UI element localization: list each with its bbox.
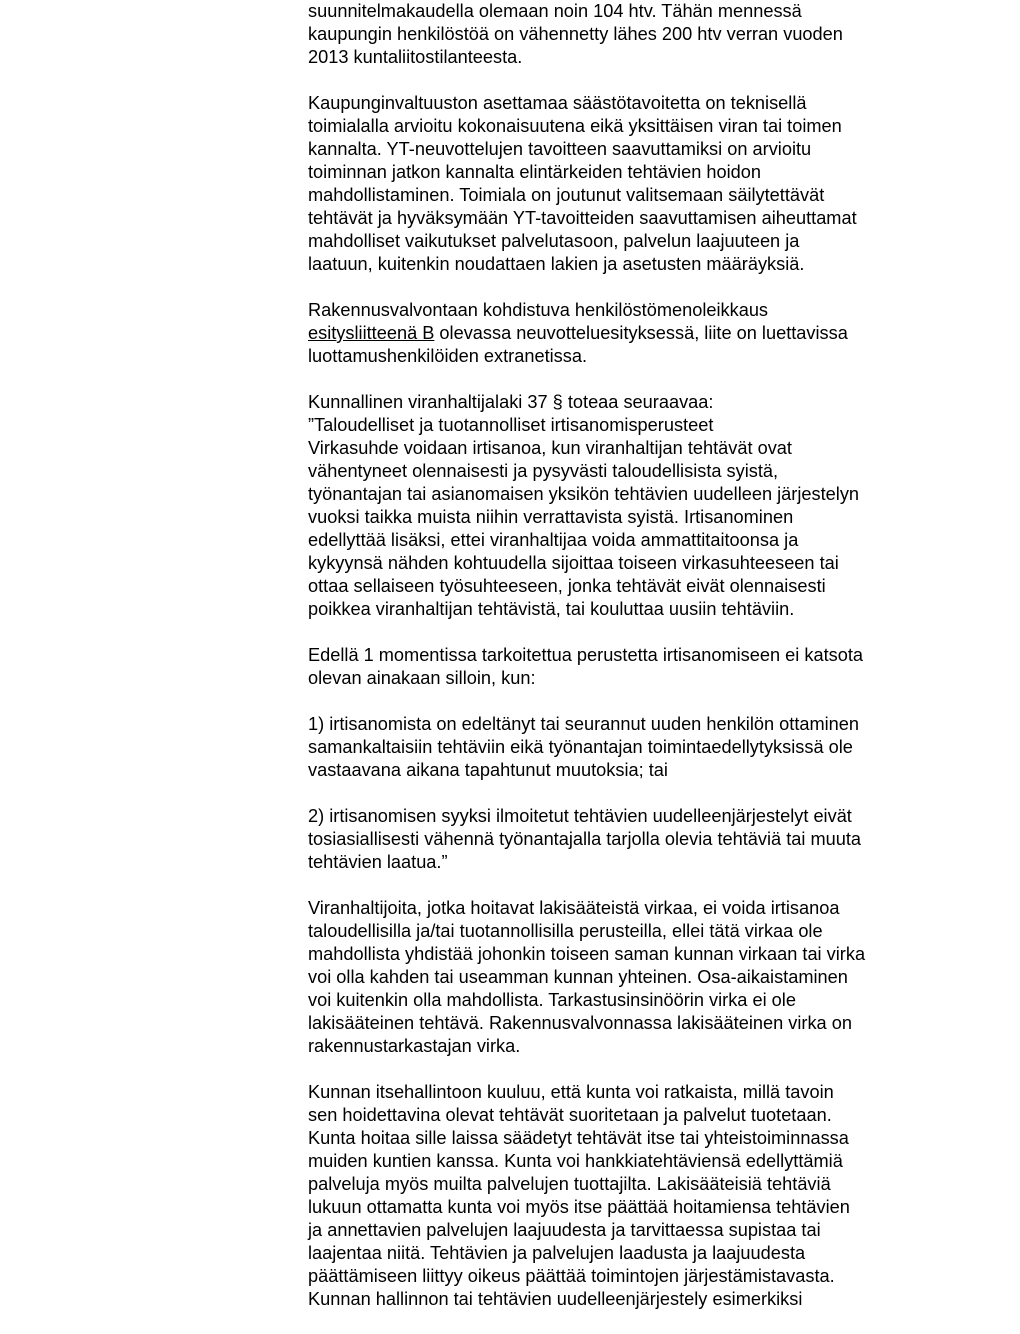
text-line: Kunnan hallinnon tai tehtävien uudelleenjärjestely esimerkiksi — [308, 1289, 803, 1309]
paragraph-municipal-autonomy — [308, 1081, 948, 1311]
text-line: tehtävät ja hyväksymään YT-tavoitteiden saavuttamisen aiheuttamat — [308, 208, 857, 228]
text-line: Virkasuhde voidaan irtisanoa, kun viranhaltijan tehtävät ovat — [308, 438, 792, 458]
text-line: muiden kuntien kanssa. Kunta voi hankkiatehtäviensä edellyttämiä — [308, 1151, 843, 1171]
paragraph-law-quote — [308, 391, 948, 621]
text-line: 2) irtisanomisen syyksi ilmoitetut tehtävien uudelleenjärjestelyt eivät — [308, 806, 852, 826]
text-line: lukuun ottamatta kunta voi myös itse päättää hoitamiensa tehtävien — [308, 1197, 850, 1217]
text-line: edellyttää lisäksi, ettei viranhaltijaa voida ammattitaitoonsa ja — [308, 530, 799, 550]
text-line: kykyynsä nähden kohtuudella sijoittaa toiseen virkasuhteeseen tai — [308, 553, 839, 573]
text-line: toimialalla arvioitu kokonaisuutena eikä yksittäisen viran tai toimen — [308, 116, 842, 136]
text-line: taloudellisilla ja/tai tuotannollisilla perusteilla, ellei tätä virkaa ole — [308, 921, 823, 941]
text-line: tehtävien laatua.” — [308, 852, 448, 872]
text-line: kannalta. YT-neuvottelujen tavoitteen saavuttamiksi on arvioitu — [308, 139, 812, 159]
text-line: suunnitelmakaudella olemaan noin 104 htv. Tähän mennessä — [308, 1, 802, 21]
text-line: 2013 kuntaliitostilanteesta. — [308, 47, 523, 67]
text-span: olevassa neuvotteluesityksessä, liite on luettavissa — [434, 323, 848, 343]
text-line — [308, 322, 948, 345]
paragraph-savings-target — [308, 92, 948, 276]
text-line: Rakennusvalvontaan kohdistuva henkilöstömenoleikkaus — [308, 300, 769, 320]
text-line: Kaupunginvaltuuston asettamaa säästötavoitetta on teknisellä — [308, 93, 807, 113]
text-line: voi olla kahden tai useamman kunnan yhteinen. Osa-aikaistaminen — [308, 967, 848, 987]
text-line: ja annettavien palvelujen laajuudesta ja tarvittaessa supistaa tai — [308, 1220, 821, 1240]
text-line: ottaa sellaiseen työsuhteeseen, jonka tehtävät eivät olennaisesti — [308, 576, 826, 596]
text-line: vastaavana aikana tapahtunut muutoksia; tai — [308, 760, 668, 780]
text-line: laatuun, kuitenkin noudattaen lakien ja asetusten määräyksiä. — [308, 254, 805, 274]
text-line: tosiasiallisesti vähennä työnantajalla tarjolla olevia tehtäviä tai muuta — [308, 829, 862, 849]
text-line: vähentyneet olennaisesti ja pysyvästi taloudellisista syistä, — [308, 461, 779, 481]
text-line: mahdolliset vaikutukset palvelutasoon, palvelun laajuuteen ja — [308, 231, 800, 251]
text-line: rakennustarkastajan virka. — [308, 1036, 521, 1056]
text-line: Kunnallinen viranhaltijalaki 37 § toteaa seuraavaa: — [308, 392, 714, 412]
text-line: lakisääteinen tehtävä. Rakennusvalvonnassa lakisääteinen virka on — [308, 1013, 852, 1033]
document-page — [308, 0, 948, 1334]
text-line: Viranhaltijoita, jotka hoitavat lakisääteistä virkaa, ei voida irtisanoa — [308, 898, 840, 918]
text-line: mahdollistaminen. Toimiala on joutunut valitsemaan säilytettävät — [308, 185, 825, 205]
text-line: luottamushenkilöiden extranetissa. — [308, 346, 588, 366]
text-line: Edellä 1 momentissa tarkoitettua perustetta irtisanomiseen ei katsota — [308, 645, 864, 665]
text-line: palveluja myös muilta palvelujen tuottajilta. Lakisääteisiä tehtäviä — [308, 1174, 831, 1194]
text-line: kaupungin henkilöstöä on vähennetty lähes 200 htv verran vuoden — [308, 24, 843, 44]
text-line: olevan ainakaan silloin, kun: — [308, 668, 536, 688]
text-line: Kunnan itsehallintoon kuuluu, että kunta voi ratkaista, millä tavoin — [308, 1082, 834, 1102]
text-line: voi kuitenkin olla mahdollista. Tarkastusinsinöörin virka ei ole — [308, 990, 796, 1010]
paragraph-grounds-intro — [308, 644, 948, 690]
text-line: poikkea viranhaltijan tehtävistä, tai kouluttaa uusiin tehtäviin. — [308, 599, 795, 619]
paragraph-statutory-office — [308, 897, 948, 1058]
text-line: päättämiseen liittyy oikeus päättää toimintojen järjestämistavasta. — [308, 1266, 835, 1286]
paragraph-building-control-cut — [308, 299, 948, 368]
text-line: sen hoidettavina olevat tehtävät suoritetaan ja palvelut tuotetaan. — [308, 1105, 832, 1125]
text-line: vuoksi taikka muista niihin verrattavista syistä. Irtisanominen — [308, 507, 794, 527]
text-line: Kunta hoitaa sille laissa säädetyt tehtävät itse tai yhteistoiminnassa — [308, 1128, 849, 1148]
text-line: mahdollista yhdistää johonkin toiseen saman kunnan virkaan tai virka — [308, 944, 866, 964]
paragraph-item-1 — [308, 713, 948, 782]
text-line: toiminnan jatkon kannalta elintärkeiden tehtävien hoidon — [308, 162, 761, 182]
paragraph-staff-reduction — [308, 0, 948, 69]
text-line: ”Taloudelliset ja tuotannolliset irtisanomisperusteet — [308, 415, 714, 435]
text-line: laajentaa niitä. Tehtävien ja palvelujen laadusta ja laajuudesta — [308, 1243, 806, 1263]
attachment-b-link[interactable]: esitysliitteenä B — [308, 323, 435, 343]
text-line: 1) irtisanomista on edeltänyt tai seurannut uuden henkilön ottaminen — [308, 714, 860, 734]
text-line: työnantajan tai asianomaisen yksikön tehtävien uudelleen järjestelyn — [308, 484, 860, 504]
paragraph-item-2 — [308, 805, 948, 874]
text-line: samankaltaisiin tehtäviin eikä työnantajan toimintaedellytyksissä ole — [308, 737, 853, 757]
